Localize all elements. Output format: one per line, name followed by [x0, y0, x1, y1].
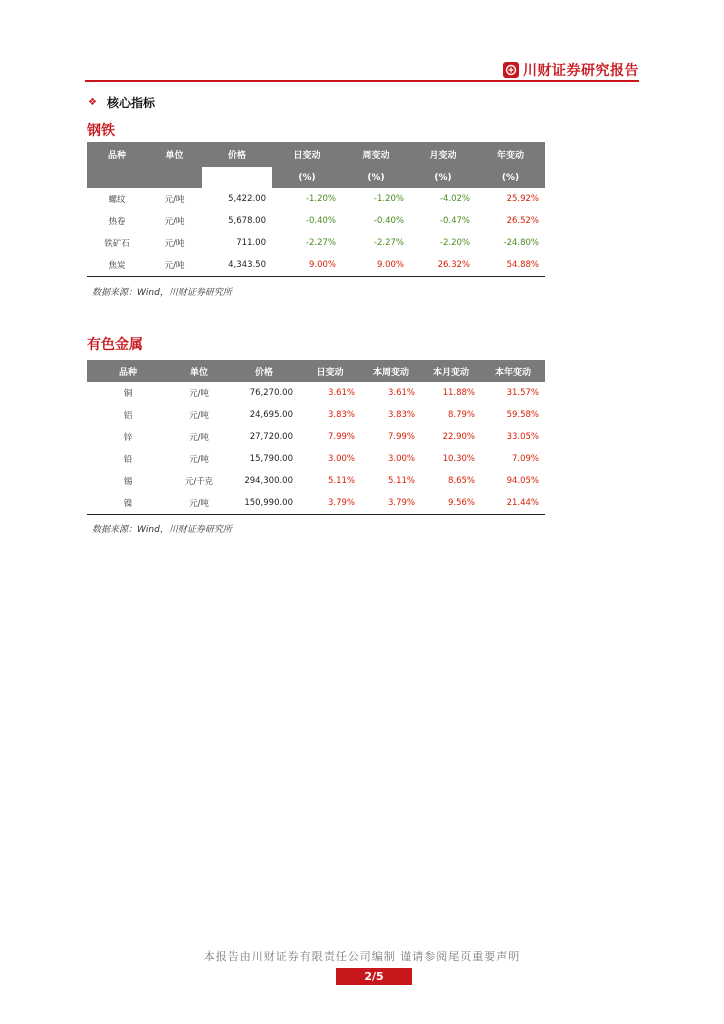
steel-section-title: 钢铁 — [87, 123, 115, 139]
col-header-month: 本月变动 — [421, 360, 481, 382]
cell-week-change: -1.20% — [373, 194, 404, 204]
table-row — [87, 470, 545, 492]
table-row — [87, 232, 545, 254]
col-header-day: 日变动 — [272, 142, 342, 167]
cell-month-change: 22.90% — [442, 432, 475, 442]
cell-week-change: 3.61% — [387, 388, 415, 398]
cell-unit: 元/吨 — [189, 411, 209, 421]
page-header — [85, 58, 639, 80]
col-header-day-unit: (%) — [272, 167, 342, 188]
brand-logo-icon — [503, 62, 519, 78]
cell-day-change: 3.61% — [327, 388, 355, 398]
cell-price: 24,695.00 — [249, 410, 293, 420]
cell-month-change: -4.02% — [439, 194, 470, 204]
table-row — [87, 492, 545, 515]
table-row — [87, 382, 545, 404]
cell-day-change: 9.00% — [272, 254, 342, 277]
cell-day-change: 5.11% — [327, 476, 355, 486]
cell-category: 锡 — [123, 477, 133, 487]
cell-day-change: 3.83% — [327, 410, 355, 420]
col-header-year-unit: (%) — [476, 167, 545, 188]
brand-name: 川财证券研究报告 — [523, 63, 639, 79]
table-row — [87, 426, 545, 448]
cell-day-change: 3.00% — [327, 454, 355, 464]
table-row — [87, 210, 545, 232]
cell-category: 螺纹 — [108, 195, 126, 205]
col-header-price: 价格 — [202, 142, 272, 167]
cell-day-change: 7.99% — [327, 432, 355, 442]
cell-year-change: 25.92% — [506, 194, 539, 204]
cell-year-change: 26.52% — [506, 216, 539, 226]
cell-price: 294,300.00 — [244, 476, 293, 486]
cell-day-change: -2.27% — [305, 238, 336, 248]
subheading-text: 核心指标 — [106, 96, 155, 110]
cell-year-change: -24.80% — [503, 238, 539, 248]
cell-category: 锌 — [123, 433, 133, 443]
cell-category: 焦炭 — [87, 254, 147, 277]
cell-category: 铜 — [123, 389, 133, 399]
cell-year-change: 33.05% — [506, 432, 539, 442]
cell-month-change: 9.56% — [421, 492, 481, 515]
cell-year-change: 59.58% — [506, 410, 539, 420]
cell-day-change: 3.79% — [299, 492, 361, 515]
cell-price: 150,990.00 — [229, 492, 299, 515]
cell-category: 镍 — [87, 492, 169, 515]
col-header-category: 品种 — [87, 360, 169, 382]
cell-week-change: 5.11% — [387, 476, 415, 486]
cell-unit: 元/千克 — [184, 477, 214, 487]
metals-table — [87, 360, 545, 515]
cell-price: 15,790.00 — [249, 454, 293, 464]
cell-week-change: 3.83% — [387, 410, 415, 420]
col-header-week: 本周变动 — [361, 360, 421, 382]
cell-category: 热卷 — [108, 217, 126, 227]
cell-month-change: 10.30% — [442, 454, 475, 464]
metals-data-source: 数据来源：Wind，川财证券研究所 — [92, 525, 232, 535]
cell-category: 铅 — [123, 455, 133, 465]
cell-week-change: -2.27% — [373, 238, 404, 248]
steel-table — [87, 142, 545, 277]
brand — [503, 60, 639, 80]
section-subheading — [88, 94, 155, 111]
cell-category: 铝 — [123, 411, 133, 421]
header-blank — [87, 167, 147, 188]
col-header-month-unit: (%) — [410, 167, 476, 188]
cell-month-change: 8.79% — [447, 410, 475, 420]
cell-week-change: 3.79% — [361, 492, 421, 515]
col-header-year: 年变动 — [476, 142, 545, 167]
col-header-price: 价格 — [229, 360, 299, 382]
col-header-year: 本年变动 — [481, 360, 545, 382]
cell-year-change: 54.88% — [476, 254, 545, 277]
table-row — [87, 448, 545, 470]
cell-month-change: -0.47% — [439, 216, 470, 226]
col-header-category: 品种 — [87, 142, 147, 167]
cell-month-change: -2.20% — [439, 238, 470, 248]
steel-data-source: 数据来源：Wind，川财证券研究所 — [92, 288, 232, 298]
diamond-bullet-icon: ❖ — [88, 97, 97, 108]
cell-year-change: 94.05% — [506, 476, 539, 486]
header-gap — [202, 167, 272, 188]
cell-week-change: 3.00% — [387, 454, 415, 464]
cell-week-change: 7.99% — [387, 432, 415, 442]
cell-year-change: 7.09% — [511, 454, 539, 464]
cell-unit: 元/吨 — [164, 195, 185, 205]
col-header-week: 周变动 — [342, 142, 410, 167]
header-blank — [147, 167, 202, 188]
cell-unit: 元/吨 — [164, 217, 185, 227]
cell-day-change: -0.40% — [305, 216, 336, 226]
cell-unit: 元/吨 — [189, 389, 209, 399]
col-header-day: 日变动 — [299, 360, 361, 382]
cell-week-change: 9.00% — [342, 254, 410, 277]
page-number: 2/5 — [336, 968, 412, 985]
header-rule — [85, 80, 639, 82]
cell-month-change: 26.32% — [410, 254, 476, 277]
cell-price: 27,720.00 — [249, 432, 293, 442]
cell-year-change: 21.44% — [481, 492, 545, 515]
cell-unit: 元/吨 — [169, 492, 229, 515]
col-header-week-unit: (%) — [342, 167, 410, 188]
col-header-month: 月变动 — [410, 142, 476, 167]
cell-price: 711.00 — [236, 238, 266, 248]
cell-month-change: 11.88% — [442, 388, 475, 398]
table-row — [87, 254, 545, 277]
cell-unit: 元/吨 — [189, 433, 209, 443]
table-row — [87, 188, 545, 210]
col-header-unit: 单位 — [169, 360, 229, 382]
cell-week-change: -0.40% — [373, 216, 404, 226]
col-header-unit: 单位 — [147, 142, 202, 167]
cell-day-change: -1.20% — [305, 194, 336, 204]
cell-unit: 元/吨 — [164, 239, 185, 249]
cell-category: 铁矿石 — [104, 239, 130, 249]
metals-section-title: 有色金属 — [87, 337, 143, 353]
cell-month-change: 8.65% — [447, 476, 475, 486]
cell-unit: 元/吨 — [189, 455, 209, 465]
footer-disclaimer: 本报告由川财证券有限责任公司编制 谨请参阅尾页重要声明 — [203, 950, 521, 963]
cell-price: 4,343.50 — [202, 254, 272, 277]
cell-price: 76,270.00 — [249, 388, 293, 398]
table-row — [87, 404, 545, 426]
cell-unit: 元/吨 — [147, 254, 202, 277]
cell-price: 5,422.00 — [228, 194, 266, 204]
cell-year-change: 31.57% — [506, 388, 539, 398]
cell-price: 5,678.00 — [228, 216, 266, 226]
